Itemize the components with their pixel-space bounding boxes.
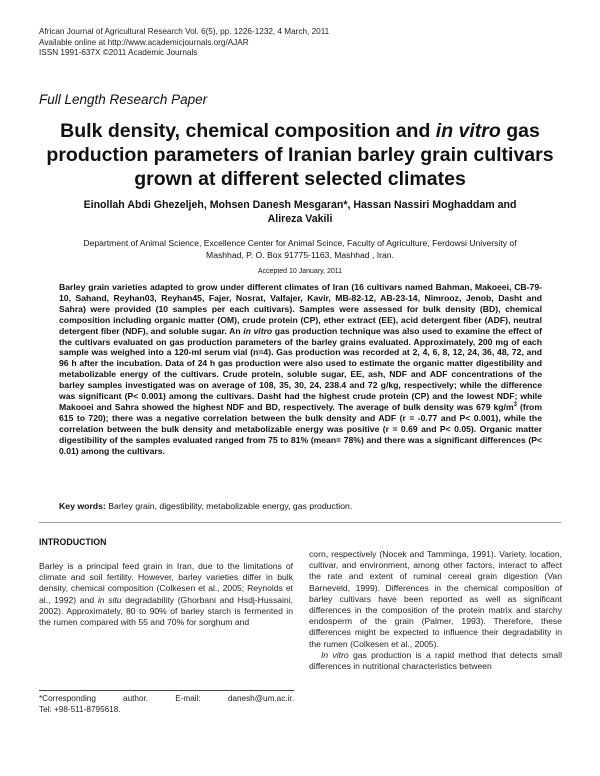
- title-line-2: production parameters of Iranian barley grain cultivars: [46, 144, 554, 166]
- journal-issn: ISSN 1991-637X ©2011 Academic Journals: [39, 48, 198, 57]
- footnote-divider: [39, 690, 294, 691]
- right-column: [309, 549, 562, 672]
- paper-title: [40, 119, 560, 191]
- author-email: danesh@um.ac.ir.: [227, 694, 294, 703]
- intro-paragraph-left: Barley is a principal feed grain in Iran, due to the limitations of climate and soil fertility. However, barley varieties differ in bulk density, chemical composition (Colkesen et al., 2005; Reynolds et al., 1992) and in situ degradability (Ghorbani and Hsdj-Hussaini, 2002). Approximately, 80 to 90% of barley starch is fermented in the rumen compared with 55 and 70% for sorghum and: [39, 561, 294, 628]
- accepted-date: Accepted 10 January, 2011: [257, 268, 343, 275]
- abstract: Barley grain varieties adapted to grow under different climates of Iran (16 cultivars named Bahman, Makoeei, CB-79-10, Sahand, Reyhan03, Reyhan45, Fajer, Nosrat, Valfajer, Kavir, MB-82-12, AB-23-14, Nimrooz, Jenob, Dasht and Sahra) were provided (10 samples per each cultivars). Samples were assessed for bulk density (BD), chemical composition including organic matter (OM), crude protein (CP), ether extract (EE), acid detergent fiber (ADF), neutral detergent fiber (NDF), and soluble sugar. An in vitro gas production technique was also used to examine the effect of the cultivars evaluated on gas production parameters of the barley grains evaluated. Approximately, 200 mg of each sample was weighed into a 120-ml serum vial (n=4). Gas production was recorded at 2, 4, 6, 8, 12, 24, 36, 48, 72, and 96 h after the incubation. Data of 24 h gas production were also used to estimate the organic matter digestibility and metabolizable energy of the cultivars. Crude protein, soluble sugar, EE, ash, NDF and ADF concentrations of the barley samples investigated was on average of 108, 35, 30, 24, 238.4 and 72 g/kg, respectively; while the difference was significant (P< 0.001) among the cultivars. Dasht had the highest crude protein (CP) and the lowest NDF; while Makooei and Sahra showed the highest NDF and BD, respectively. The average of bulk density was 679 $kg/m^3$ (from 615 to 720); there was a negative correlation between the bulk density and ADF (r = -0.77 and P< 0.001), while the correlation between the bulk density and metabolizable energy was positive (r = 0.69 and P< 0.05). Organic matter digestibility of the samples evaluated ranged from 75 to 81% (mean= 78%) and there was a significant differences (P< 0.01) among the cultivars.: [59, 282, 542, 456]
- journal-header: [39, 27, 329, 59]
- keywords-text: Barley grain, digestibility, metabolizable energy, gas production.: [105, 501, 353, 511]
- left-column: [39, 537, 293, 628]
- author-list: Einollah Abdi Ghezeljeh, Mohsen Danesh Mesgaran*, Hassan Nassiri Moghaddam and Alireza Vakili: [83, 199, 517, 225]
- section-divider: [39, 522, 561, 523]
- intro-paragraph-right-1: corn, respectively (Nocek and Tamminga, 1991). Variety, location, cultivar, and environment, among other factors, interact to affect the rate and extent of ruminal cereal grain digestion (Van Barneveld, 1999). Differences in the chemical composition of barley cultivars have been reported as well as significant differences in the composition of the protein matrix and starchy endosperm of the grain (Palmer, 1993). Therefore, these differences might be expected to influence their degradability in the rumen (Colkesen et al., 2005).: [309, 549, 562, 649]
- title-line-3: grown at different selected climates: [134, 168, 466, 190]
- section-heading-introduction: INTRODUCTION: [39, 537, 107, 547]
- journal-citation: African Journal of Agricultural Research Vol. 6(5), pp. 1226-1232, 4 March, 2011: [39, 27, 330, 36]
- corresponding-author-footnote: *Corresponding author. E-mail: danesh@um.ac.ir. Tel: +98-511-8795618.: [39, 694, 294, 714]
- author-telephone: Tel: +98-511-8795618.: [39, 705, 121, 714]
- journal-online-url: Available online at http://www.academicjournals.org/AJAR: [39, 37, 249, 47]
- keywords: [59, 501, 542, 512]
- title-line-1: Bulk density, chemical composition and in vitro gas: [60, 120, 540, 142]
- affiliation: Department of Animal Science, Excellence Center for Animal Scince, Faculty of Agriculture, Ferdowsi University of Mashhad, P. O. Box 91775-1163, Mashhad , Iran.: [83, 238, 517, 260]
- paper-type: Full Length Research Paper: [39, 92, 208, 107]
- keywords-label: Key words:: [59, 501, 106, 511]
- intro-paragraph-right-2: In vitro gas production is a rapid method that detects small differences in nutritional characteristics between: [309, 649, 562, 672]
